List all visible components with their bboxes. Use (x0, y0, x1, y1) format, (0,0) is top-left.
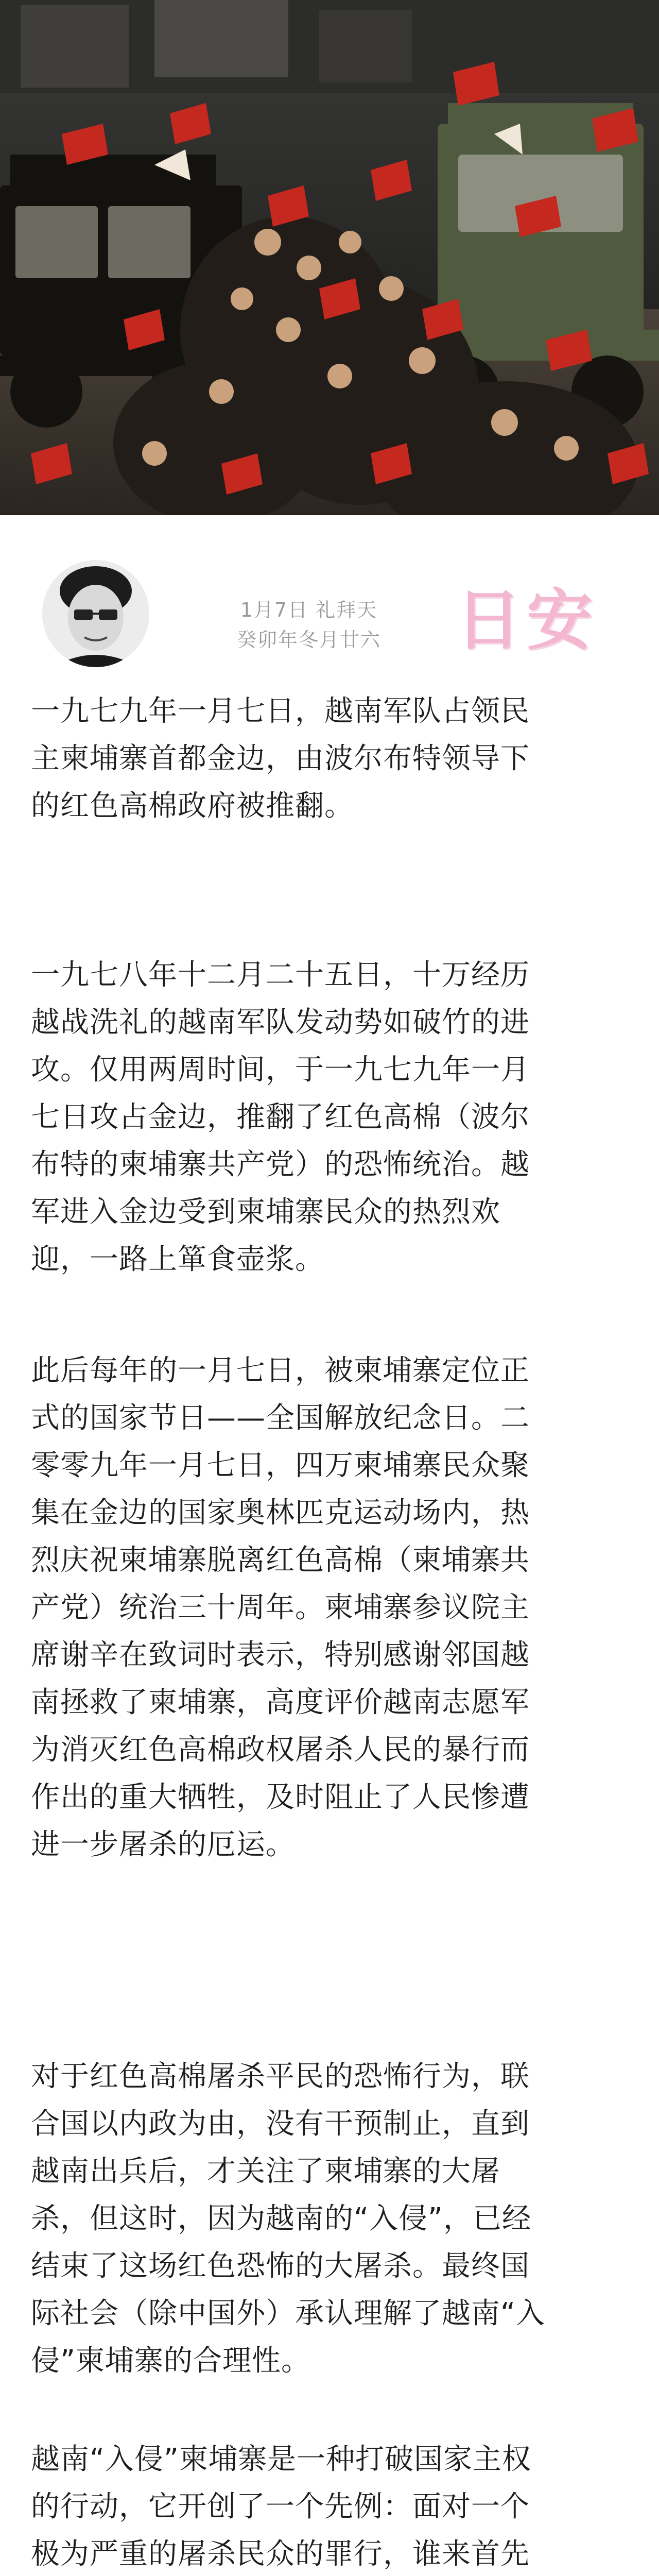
avatar (42, 560, 149, 667)
hero-photo (0, 0, 659, 515)
date-text (216, 595, 402, 655)
greeting-text: 日安 (456, 582, 598, 659)
paragraph: 越南“入侵”柬埔寨是一种打破国家主权 的行动，它开创了一个先例：面对一个 极为严重的屠杀民众的罪行，谁来首先 (31, 2443, 532, 2571)
paragraph: 对于红色高棉屠杀平民的恐怖行为，联 合国以内政为由，没有干预制止，直到 越南出兵后，才关注了柬埔寨的大屠 杀，但这时，因为越南的“入侵”，已经 结束了这场红色恐怖的大屠杀。最终国 际社会（除中国外）承认理解了越南“入 侵”柬埔寨的合理性。 (31, 2060, 546, 2378)
paragraph: 此后每年的一月七日，被柬埔寨定位正 式的国家节日——全国解放纪念日。二 零零九年一月七日，四万柬埔寨民众聚 集在金边的国家奥林匹克运动场内，热 烈庆祝柬埔寨脱离红色高棉（柬埔寨共 产党）统治三十周年。柬埔寨参议院主 席谢辛在致词时表示，特别感谢邻国越 南拯救了柬埔寨，高度评价越南志愿军 为消灭红色高棉政权屠杀人民的暴行而 作出的重大牺牲，及时阻止了人民惨遭 进一步屠杀的厄运。 (31, 1354, 530, 1861)
lunar-date: 癸卯年冬月廿六 (236, 629, 381, 651)
date-header (0, 549, 659, 667)
gregorian-date: 1月7日 礼拜天 (240, 599, 378, 621)
paragraph: 一九七八年十二月二十五日，十万经历 越战洗礼的越南军队发动势如破竹的进 攻。仅用两周时间，于一九七九年一月 七日攻占金边，推翻了红色高棉（波尔 布特的柬埔寨共产党）的恐怖统治。越 军进入金边受到柬埔寨民众的热烈欢 迎，一路上箪食壶浆。 (31, 958, 530, 1276)
paragraph: 一九七九年一月七日，越南军队占领民 主柬埔寨首都金边，由波尔布特领导下 的红色高棉政府被推翻。 (31, 694, 530, 823)
